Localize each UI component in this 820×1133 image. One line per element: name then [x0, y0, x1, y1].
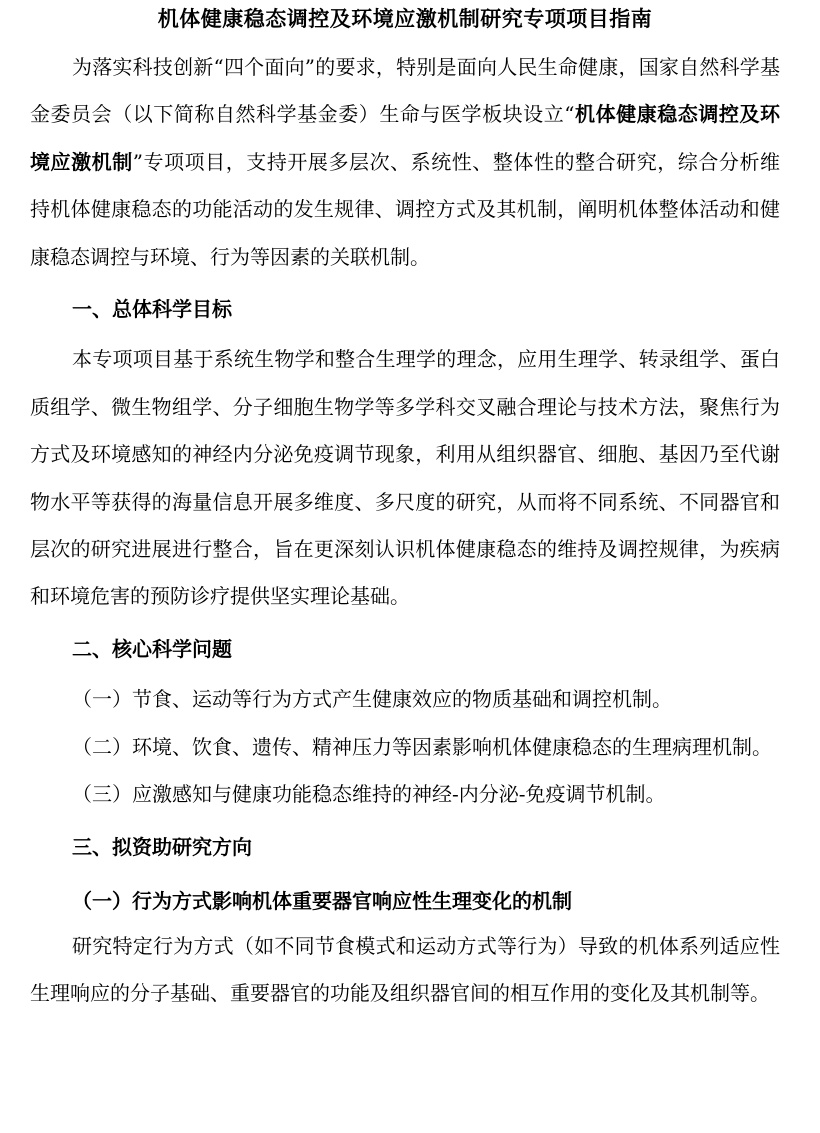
- section1-body: 本专项项目基于系统生物学和整合生理学的理念，应用生理学、转录组学、蛋白质组学、微生物组学、分子细胞生物学等多学科交叉融合理论与技术方法，聚焦行为方式及环境感知的神经内分泌免疫调节现象，利用从组织器官、细胞、基因乃至代谢物水平等获得的海量信息开展多维度、多尺度的研究，从而将不同系统、不同器官和层次的研究进展进行整合，旨在更深刻认识机体健康稳态的维持及调控规律，为疾病和环境危害的预防诊疗提供坚实理论基础。: [30, 347, 780, 609]
- section3-sub1-body: 研究特定行为方式（如不同节食模式和运动方式等行为）导致的机体系列适应性生理响应的分子基础、重要器官的功能及组织器官间的相互作用的变化及其机制等。: [30, 933, 780, 1006]
- section3-sub1-heading: （一）行为方式影响机体重要器官响应性生理变化的机制: [72, 888, 572, 913]
- section1-heading: 一、总体科学目标: [72, 297, 232, 322]
- section2-item-1: （一）节食、运动等行为方式产生健康效应的物质基础和调控机制。: [72, 687, 672, 712]
- section2-heading: 二、核心科学问题: [72, 636, 232, 661]
- section2-item-3: （三）应激感知与健康功能稳态维持的神经-内分泌-免疫调节机制。: [72, 782, 666, 807]
- intro-text-part2: ”专项项目，支持开展多层次、系统性、整体性的整合研究，综合分析维持机体健康稳态的功能活动的发生规律、调控方式及其机制，阐明机体整体活动和健康稳态调控与环境、行为等因素的关联机制。: [30, 149, 780, 269]
- section3-heading: 三、拟资助研究方向: [72, 834, 252, 859]
- intro-text-part1: 为落实科技创新“四个面向”的要求，特别是面向人民生命健康，国家自然科学基金委员会（以下简称自然科学基金委）生命与医学板块设立“: [30, 55, 780, 127]
- intro-paragraph: [30, 44, 780, 281]
- section2-item-2: （二）环境、饮食、遗传、精神压力等因素影响机体健康稳态的生理病理机制。: [72, 734, 772, 759]
- document-title: 机体健康稳态调控及环境应激机制研究专项项目指南: [157, 6, 653, 31]
- intro-project-name: 机体健康稳态调控及环境应激机制: [30, 102, 780, 174]
